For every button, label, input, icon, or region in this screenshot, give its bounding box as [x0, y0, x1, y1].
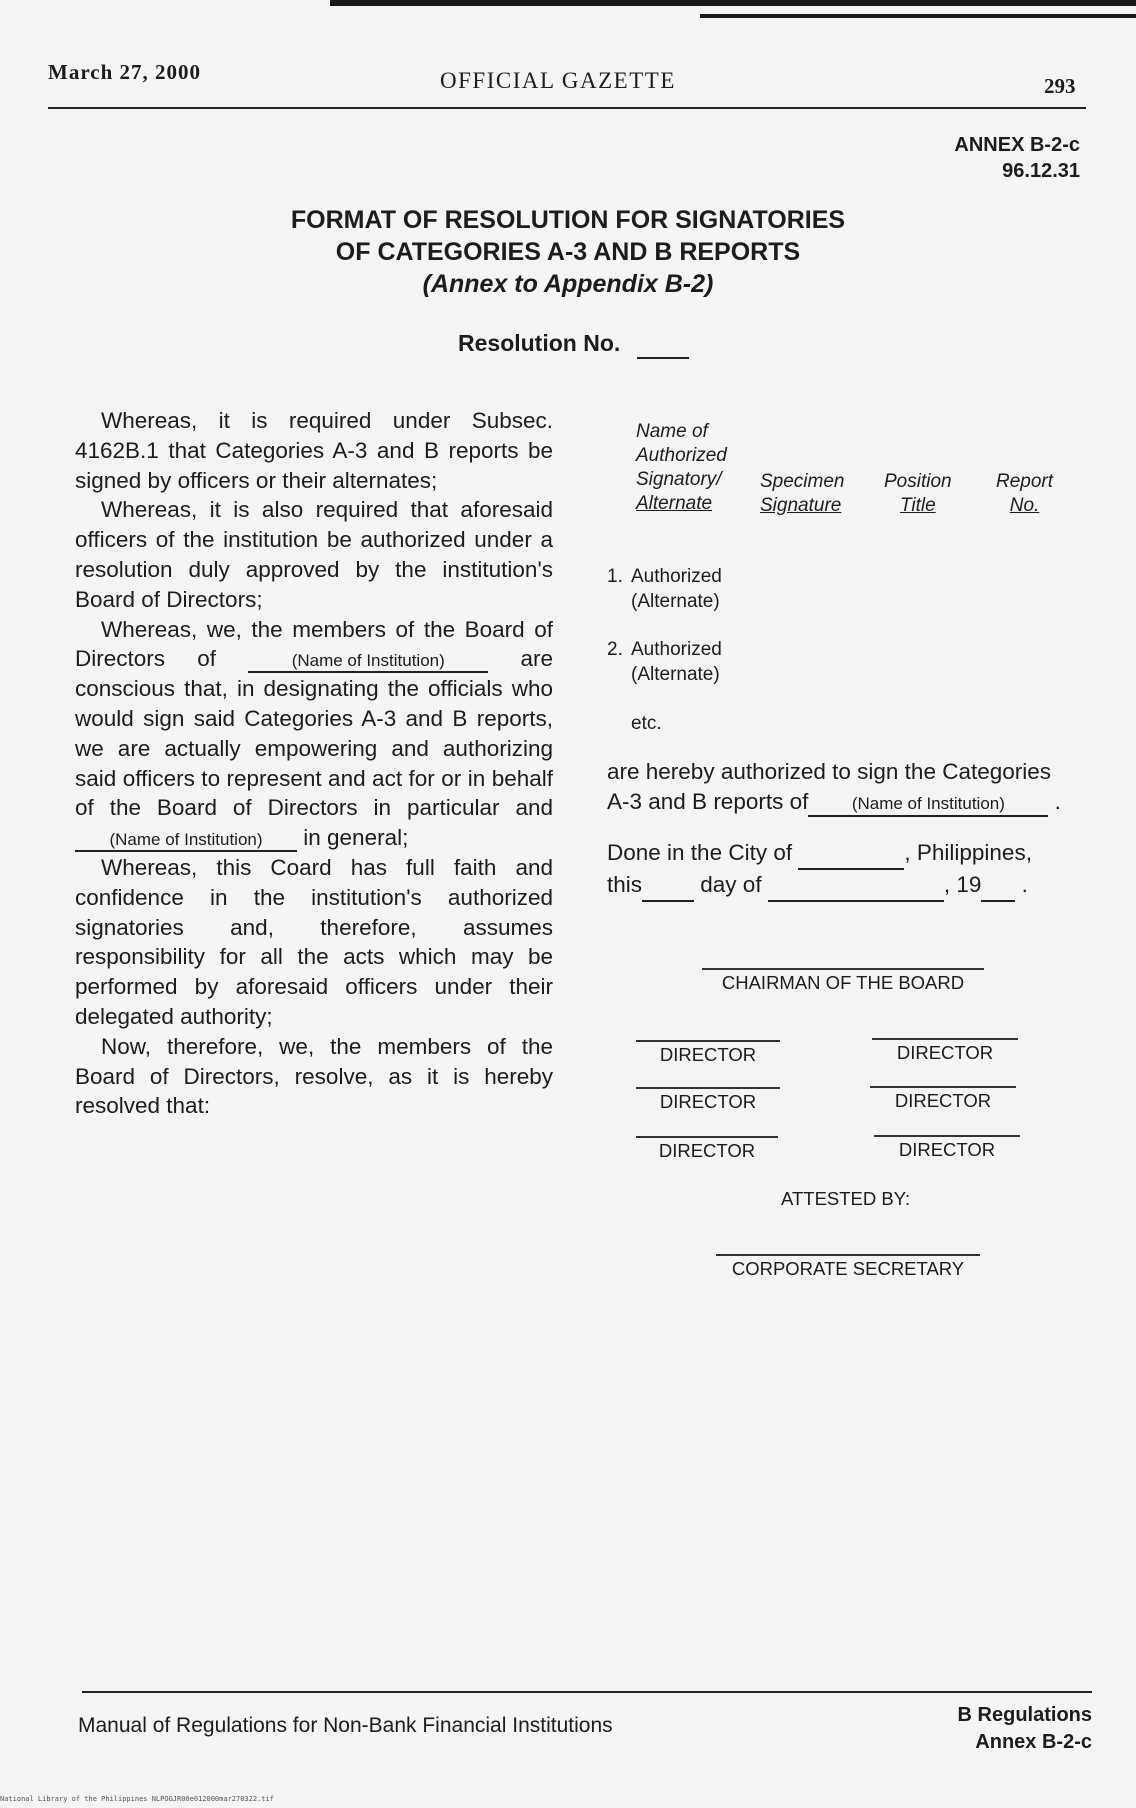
- entry-1-alternate: (Alternate): [631, 591, 720, 612]
- signature-director-2: [872, 1038, 1018, 1064]
- director-label: DIRECTOR: [896, 1042, 994, 1063]
- authorization-text: [607, 757, 1080, 817]
- done-year-prefix: , 19: [943, 872, 982, 897]
- header-date: March 27, 2000: [48, 60, 202, 84]
- column-position-line2: Title: [899, 495, 936, 516]
- done-this: this: [607, 872, 643, 897]
- footer-regulations: B Regulations: [957, 1704, 1092, 1726]
- whereas-paragraph-2: Whereas, it is also required that aforesaid officers of the institution be authorized under a resolution duly approved by the institution's Board of Directors;: [75, 497, 553, 612]
- resolve-paragraph: Now, therefore, we, the members of the Board of Directors, resolve, as it is hereby resolved that:: [75, 1033, 553, 1119]
- footer-annex: Annex B-2-c: [975, 1731, 1092, 1753]
- footer-manual-title: Manual of Regulations for Non-Bank Financial Institutions: [78, 1714, 613, 1737]
- column-specimen-line2: Signature: [760, 495, 842, 516]
- header-rule: [48, 107, 1086, 109]
- authorization-institution-blank: (Name of Institution): [808, 793, 1048, 817]
- whereas-3-part-c: in general;: [303, 825, 409, 851]
- signature-director-6: [874, 1135, 1020, 1161]
- authorization-line-2: [607, 787, 1080, 817]
- column-name-line3: Signatory/: [636, 469, 722, 490]
- done-city-label: Done in the City of: [607, 840, 793, 865]
- footer-section: [958, 1702, 1092, 1756]
- director-label: DIRECTOR: [658, 1140, 756, 1161]
- secretary-label: CORPORATE SECRETARY: [731, 1258, 965, 1279]
- annex-date-code: 96.12.31: [1002, 160, 1080, 182]
- authorization-line-1: are hereby authorized to sign the Categories: [607, 759, 1052, 784]
- attested-by: ATTESTED BY:: [781, 1188, 911, 1209]
- chairman-label: CHAIRMAN OF THE BOARD: [721, 972, 965, 993]
- authorization-period: .: [1054, 789, 1061, 814]
- whereas-paragraph-1: Whereas, it is required under Subsec. 4162B.1 that Categories A-3 and B reports be signed by officers or their alternates;: [75, 408, 553, 493]
- done-line-2: [607, 870, 1080, 902]
- institution-name-blank-2: (Name of Institution): [75, 830, 297, 852]
- annex-label: ANNEX B-2-c: [954, 134, 1080, 156]
- column-header-name: [636, 420, 727, 516]
- column-header-position: [884, 470, 952, 518]
- column-name-line1: Name of: [636, 421, 708, 442]
- scan-border-top: [330, 0, 1136, 6]
- column-name-line4: Alternate: [636, 493, 713, 514]
- title-line-3: (Annex to Appendix B-2): [422, 270, 714, 298]
- director-label: DIRECTOR: [898, 1139, 996, 1160]
- page-number: 293: [1044, 74, 1076, 98]
- signature-director-5: [636, 1136, 778, 1162]
- institution-name-blank: (Name of Institution): [248, 651, 488, 673]
- column-header-report: [996, 470, 1053, 518]
- entry-2-alternate: (Alternate): [631, 664, 720, 685]
- annex-code: [954, 132, 1080, 184]
- whereas-3-part-b: are conscious that, in designating the officials who would sign said Categories A-3 and B reports, we are actually empowering and authorizing said officers to represent and act for or in behalf of the Board of Directors in particular and: [75, 646, 553, 821]
- column-position-line1: Position: [884, 471, 952, 492]
- title-line-1: FORMAT OF RESOLUTION FOR SIGNATORIES: [290, 206, 846, 234]
- footer-rule: [82, 1691, 1092, 1693]
- signature-director-4: [870, 1086, 1016, 1112]
- done-in-text: [607, 838, 1080, 902]
- signature-chairman: [702, 968, 984, 994]
- done-line-1: [607, 838, 1080, 870]
- title-line-2: OF CATEGORIES A-3 AND B REPORTS: [335, 238, 801, 266]
- whereas-paragraph-4: Whereas, this Coard has full faith and confidence in the institution's authorized signatories and, therefore, assumes responsibility for all the acts which may be performed by aforesaid officers under their delegated authority;: [75, 854, 553, 1029]
- director-label: DIRECTOR: [659, 1044, 757, 1065]
- city-blank: [798, 838, 904, 870]
- column-name-line2: Authorized: [636, 445, 727, 466]
- whereas-3-part-a: Whereas, we, the members of the Board of Directors of: [75, 616, 553, 672]
- year-blank: [981, 870, 1015, 902]
- scan-border-top-secondary: [700, 14, 1136, 18]
- signature-corporate-secretary: [716, 1254, 980, 1280]
- director-label: DIRECTOR: [659, 1091, 757, 1112]
- resolution-number-blank: [637, 330, 689, 359]
- resolution-label: Resolution No.: [458, 330, 621, 356]
- entry-2: [607, 638, 722, 685]
- director-label: DIRECTOR: [894, 1090, 992, 1111]
- signature-director-1: [636, 1040, 780, 1066]
- done-period: .: [1021, 872, 1028, 897]
- scan-source-note: National Library of the Philippines NLPOGJR00e012000mar270322.tif: [0, 1795, 274, 1803]
- entry-2-number: 2.: [607, 639, 623, 660]
- whereas-clauses: [75, 406, 553, 1121]
- signature-director-3: [636, 1087, 780, 1113]
- entry-1-number: 1.: [607, 566, 623, 587]
- done-day-of: day of: [700, 872, 762, 897]
- header-publication: OFFICIAL GAZETTE: [440, 68, 676, 93]
- day-blank: [642, 870, 694, 902]
- resolution-number: [458, 330, 689, 359]
- authorization-reports-of: A-3 and B reports of: [607, 789, 809, 814]
- entry-1-authorized: Authorized: [631, 566, 722, 587]
- column-report-line2: No.: [1009, 495, 1040, 516]
- entry-2-authorized: Authorized: [631, 639, 722, 660]
- column-header-specimen: [760, 470, 845, 518]
- whereas-paragraph-3: [75, 615, 553, 853]
- column-specimen-line1: Specimen: [760, 471, 845, 492]
- month-blank: [768, 870, 944, 902]
- entry-1: [607, 565, 722, 612]
- entry-etc: etc.: [631, 713, 662, 734]
- done-philippines: , Philippines,: [904, 840, 1032, 865]
- column-report-line1: Report: [996, 471, 1054, 492]
